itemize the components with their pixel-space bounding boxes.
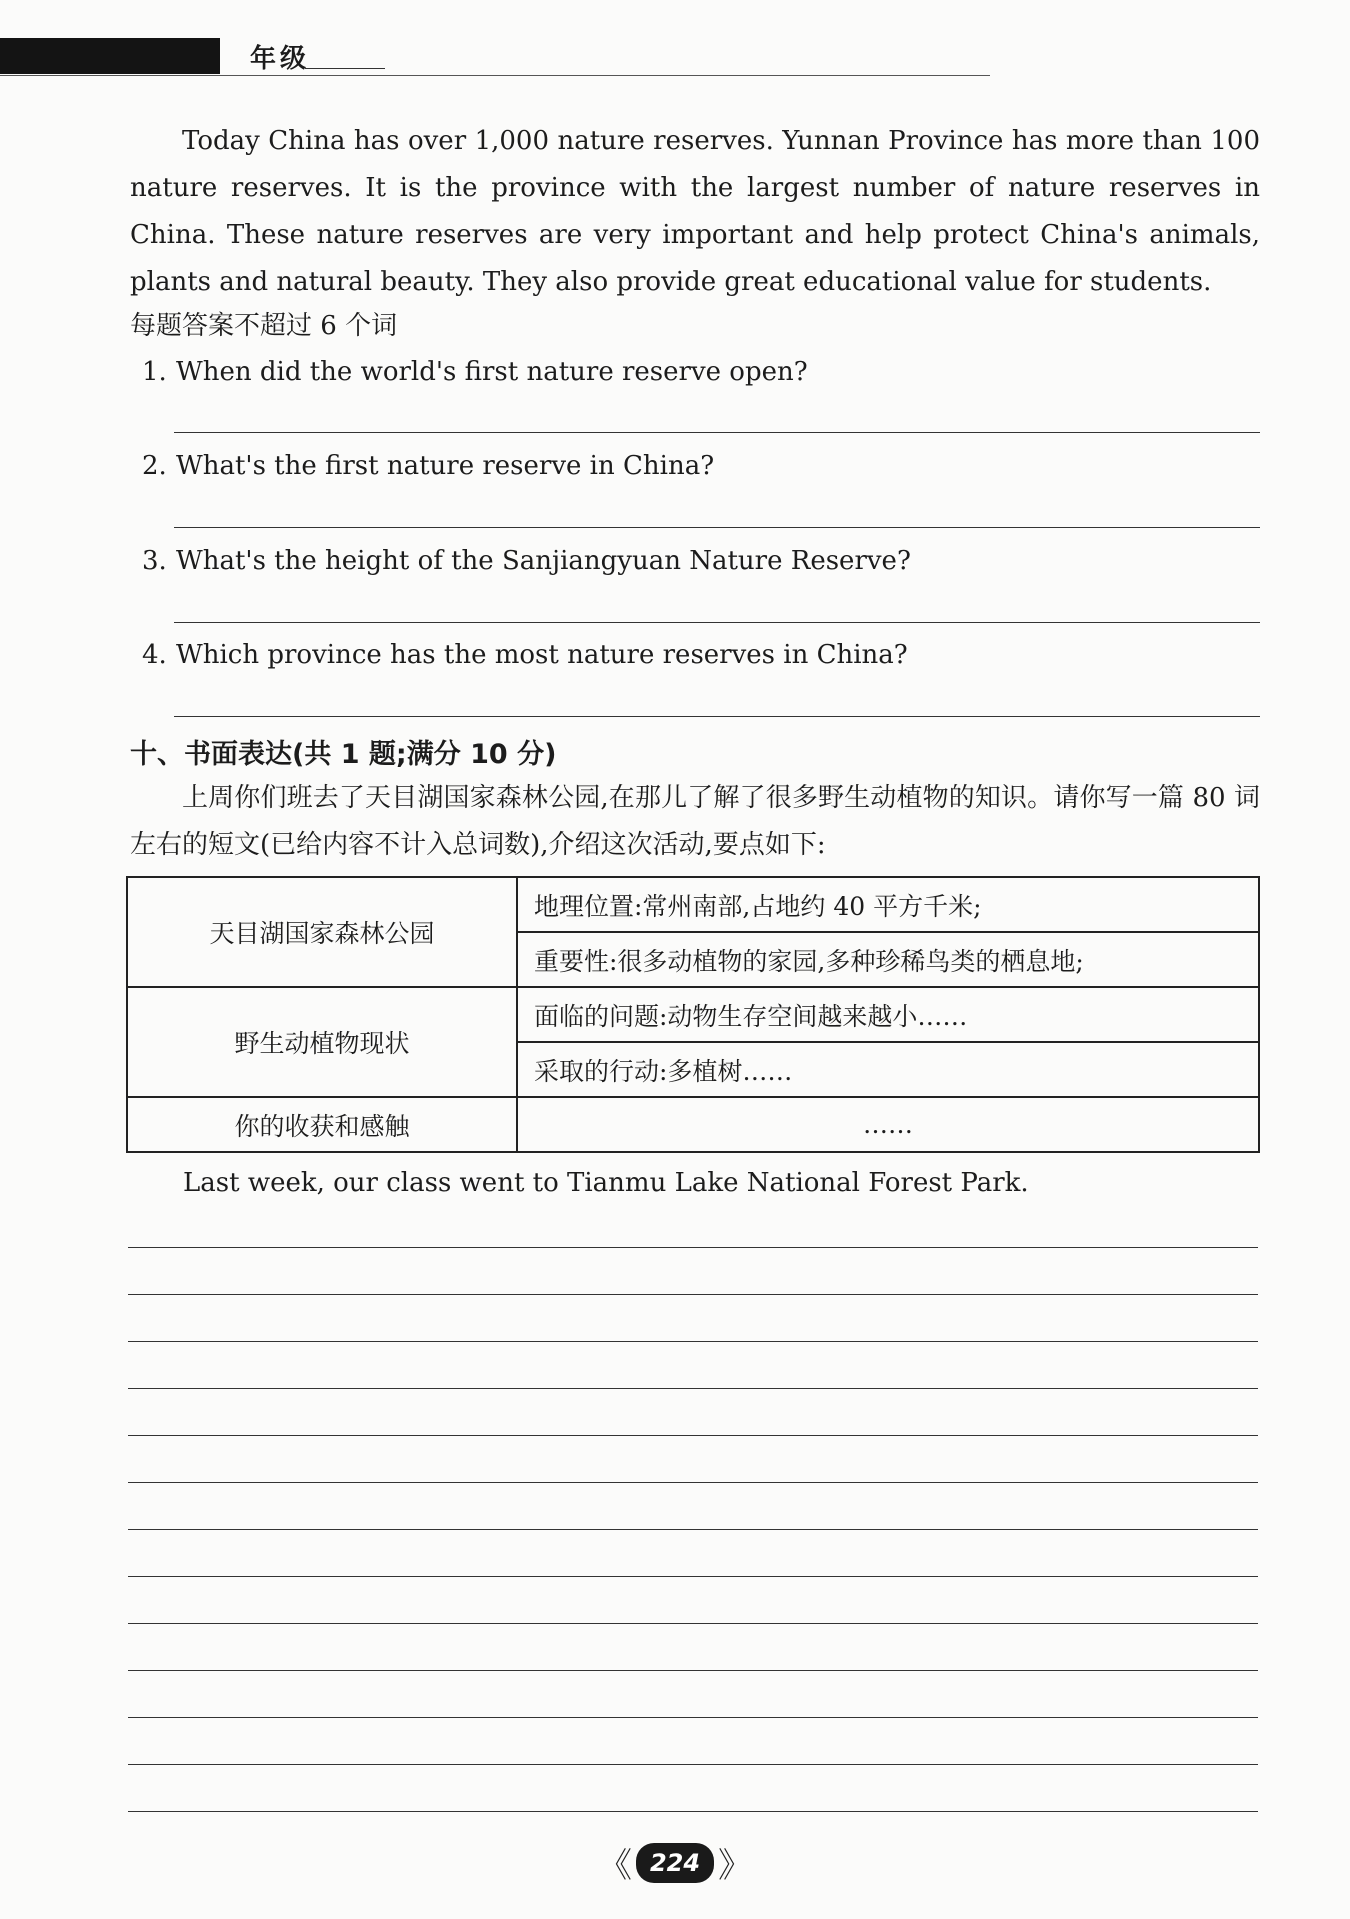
answer-instruction: 每题答案不超过 6 个词 <box>130 311 398 341</box>
table-row <box>127 987 1259 1042</box>
question-2 <box>142 451 714 481</box>
writing-line[interactable] <box>128 1341 1258 1342</box>
row-head: 野生动植物现状 <box>127 987 517 1097</box>
header-bar <box>0 38 220 74</box>
writing-line[interactable] <box>128 1764 1258 1765</box>
grade-blank[interactable] <box>305 68 385 69</box>
writing-line[interactable] <box>128 1435 1258 1436</box>
question-text: Which province has the most nature reserves in China? <box>176 640 908 670</box>
writing-line[interactable] <box>128 1811 1258 1812</box>
outline-table <box>126 876 1260 1153</box>
row-item: 面临的问题:动物生存空间越来越小…… <box>517 987 1259 1042</box>
writing-line[interactable] <box>128 1623 1258 1624</box>
question-1 <box>142 357 808 387</box>
question-number: 3. <box>142 546 167 576</box>
answer-line-1[interactable] <box>174 432 1260 433</box>
table-row <box>127 877 1259 932</box>
page-number <box>0 1838 1350 1887</box>
start-sentence: Last week, our class went to Tianmu Lake National Forest Park. <box>183 1168 1029 1198</box>
question-text: What's the height of the Sanjiangyuan Nature Reserve? <box>176 546 911 576</box>
left-chevron-icon: 《 <box>597 1846 632 1886</box>
writing-line[interactable] <box>128 1670 1258 1671</box>
question-text: When did the world's first nature reserve open? <box>176 357 808 387</box>
writing-line[interactable] <box>128 1294 1258 1295</box>
row-head: 你的收获和感触 <box>127 1097 517 1152</box>
answer-line-4[interactable] <box>174 716 1260 717</box>
section-title: 十、书面表达(共 1 题;满分 10 分) <box>130 739 557 770</box>
question-3 <box>142 546 911 576</box>
question-4 <box>142 640 908 670</box>
writing-line[interactable] <box>128 1529 1258 1530</box>
row-item: …… <box>517 1097 1259 1152</box>
writing-line[interactable] <box>128 1717 1258 1718</box>
writing-line[interactable] <box>128 1247 1258 1248</box>
answer-line-3[interactable] <box>174 622 1260 623</box>
question-number: 1. <box>142 357 167 387</box>
question-number: 4. <box>142 640 167 670</box>
passage-paragraph: Today China has over 1,000 nature reserves. Yunnan Province has more than 100 nature reserves. It is the province with the largest number of nature reserves in China. These nature reserves are very important and help protect China's animals, plants and natural beauty. They also provide great educational value for students. <box>130 126 1260 297</box>
row-item: 重要性:很多动植物的家园,多种珍稀鸟类的栖息地; <box>517 932 1259 987</box>
row-head: 天目湖国家森林公园 <box>127 877 517 987</box>
row-item: 采取的行动:多植树…… <box>517 1042 1259 1097</box>
writing-prompt: 上周你们班去了天目湖国家森林公园,在那儿了解了很多野生动植物的知识。请你写一篇 80 词左右的短文(已给内容不计入总词数),介绍这次活动,要点如下: <box>130 783 1260 860</box>
header-rule <box>0 75 990 76</box>
question-number: 2. <box>142 451 167 481</box>
page-number-badge: 224 <box>636 1843 714 1883</box>
question-text: What's the first nature reserve in China? <box>176 451 715 481</box>
writing-line[interactable] <box>128 1482 1258 1483</box>
right-chevron-icon: 》 <box>718 1846 753 1886</box>
answer-line-2[interactable] <box>174 527 1260 528</box>
row-item: 地理位置:常州南部,占地约 40 平方千米; <box>517 877 1259 932</box>
writing-line[interactable] <box>128 1576 1258 1577</box>
table-row <box>127 1097 1259 1152</box>
grade-label: 年级 <box>250 44 311 74</box>
writing-line[interactable] <box>128 1388 1258 1389</box>
